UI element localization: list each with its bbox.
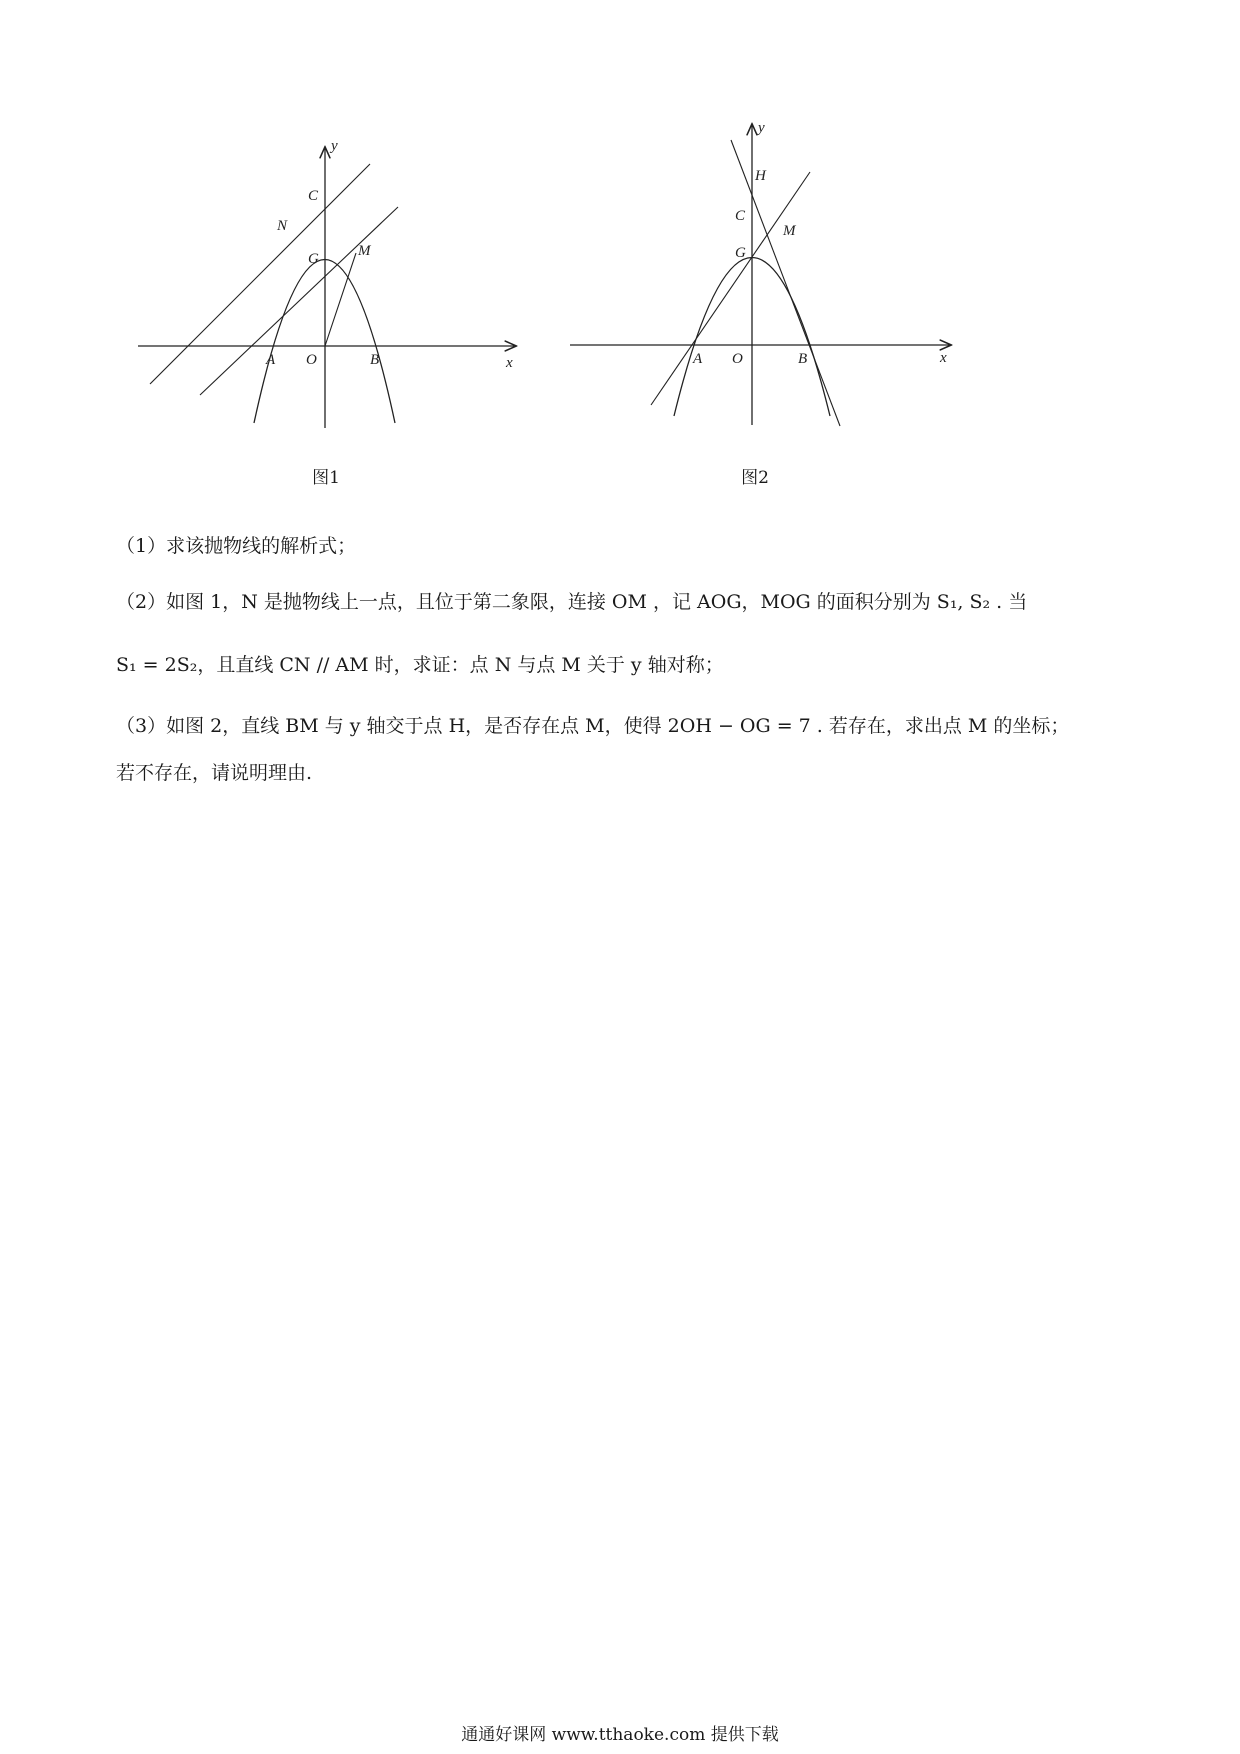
question-3-line-1: （3）如图 2，直线 BM 与 y 轴交于点 H，是否存在点 M，使得 2OH − OG = 7 . 若存在，求出点 M 的坐标； [116,715,1070,737]
label-b: B [798,351,808,367]
figure-2-caption: 图2 [741,468,769,488]
page-footer: 通通好课网 www.tthaoke.com 提供下载 [461,1725,779,1745]
label-x: x [940,350,947,366]
line-cn [150,164,370,384]
label-m: M [783,223,796,239]
label-o: O [732,351,743,367]
label-b: B [370,352,380,368]
label-g: G [735,245,746,261]
figure-1-graph [130,140,530,440]
figure-2 [565,120,965,440]
label-a: A [266,352,276,368]
figure-2-graph [565,120,965,440]
label-y: y [331,140,338,154]
label-x: x [506,355,513,371]
label-c: C [308,188,319,204]
label-a: A [693,351,703,367]
label-y: y [758,120,765,136]
label-n: N [277,218,288,234]
figure-1 [130,140,530,440]
question-2-line-1: （2）如图 1，N 是抛物线上一点，且位于第二象限，连接 OM ，记 AOG，MOG 的面积分别为 S₁, S₂ . 当 [116,591,1028,613]
label-g: G [308,251,319,267]
question-3-line-2: 若不存在，请说明理由. [116,762,313,784]
label-c: C [735,208,746,224]
question-2-line-2: S₁ = 2S₂，且直线 CN // AM 时，求证：点 N 与点 M 关于 y 轴对称； [116,654,724,676]
label-o: O [306,352,317,368]
label-m: M [358,243,371,259]
figure-1-caption: 图1 [312,468,340,488]
question-1: （1）求该抛物线的解析式； [116,535,357,557]
line-bm [731,140,840,426]
label-h: H [755,168,766,184]
